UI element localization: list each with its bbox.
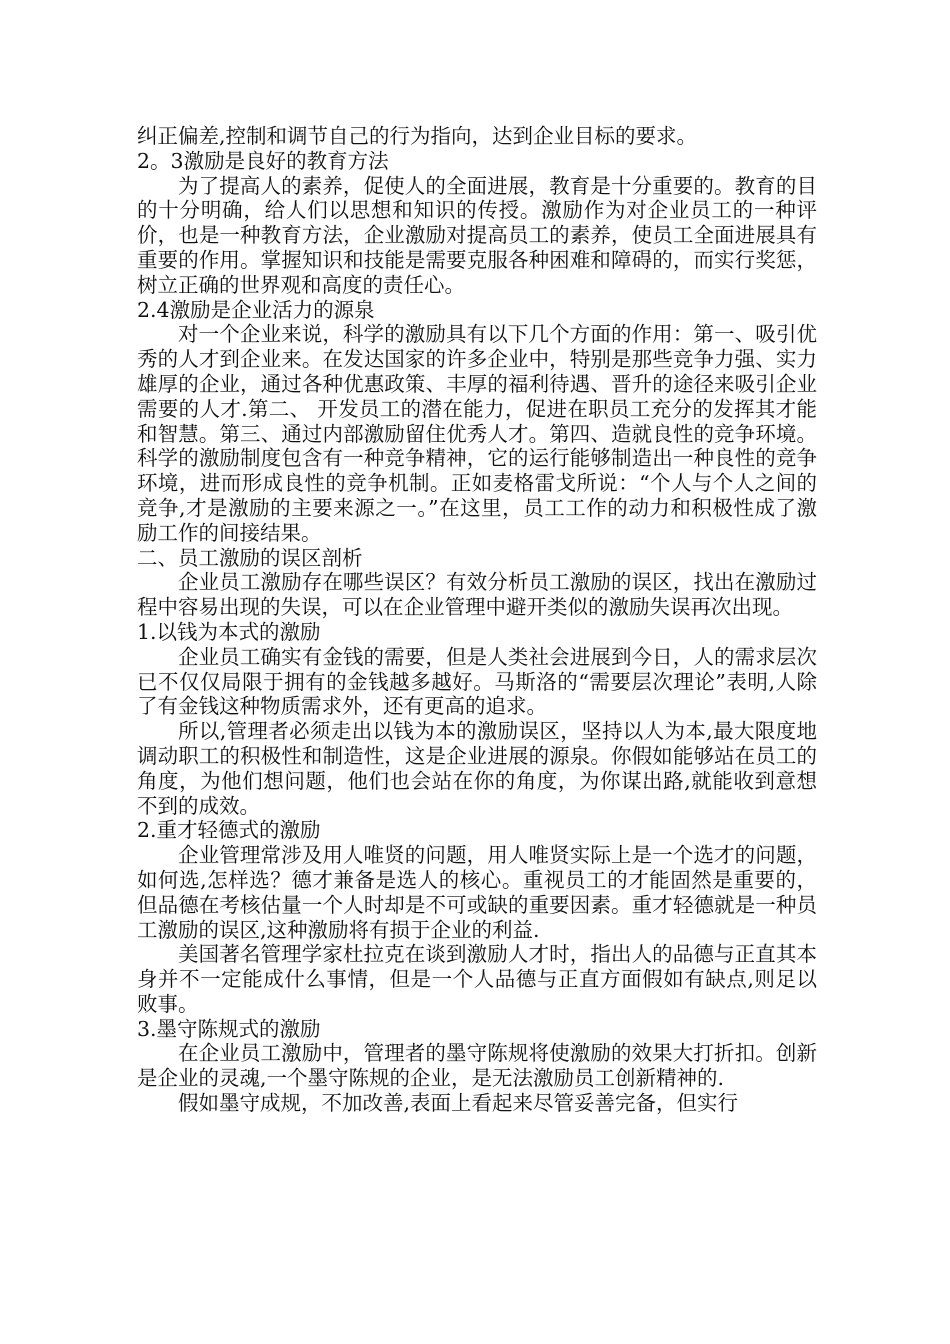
paragraph-rules-1: 在企业员工激励中，管理者的墨守陈规将使激励的效果大打折扣。创新是企业的灵魂,一个墨守陈规的企业，是无法激励员工创新精神的. xyxy=(137,1041,817,1091)
section-heading-part-2: 二、员工激励的误区剖析 xyxy=(137,545,363,570)
paragraph-talent-2: 美国著名管理学家杜拉克在谈到激励人才时，指出人的品德与正直其本身并不一定能成什么事情，但是一个人品德与正直方面假如有缺点,则足以败事。 xyxy=(137,942,817,1016)
section-heading-2-4: 2.4激励是企业活力的源泉 xyxy=(137,297,375,322)
paragraph-rules-2: 假如墨守成规，不加改善,表面上看起来尽管妥善完备，但实行 xyxy=(178,1091,739,1116)
paragraph-education: 为了提高人的素养，促使人的全面进展，教育是十分重要的。教育的目的十分明确，给人们以思想和知识的传授。激励作为对企业员工的一种评价，也是一种教育方法，企业激励对提高员工的素养，使员工全面进展具有重要的作用。掌握知识和技能是需要克服各种困难和障碍的，而实行奖惩，树立正确的世界观和高度的责任心。 xyxy=(137,173,817,297)
section-heading-1-money: 1.以钱为本式的激励 xyxy=(137,619,321,644)
document-page xyxy=(137,124,817,1116)
continuation-line: 纠正偏差,控制和调节自己的行为指向，达到企业目标的要求。 xyxy=(137,124,698,148)
paragraph-talent-1: 企业管理常涉及用人唯贤的问题，用人唯贤实际上是一个选才的问题，如何选,怎样选？德才兼备是选人的核心。重视员工的才能固然是重要的，但品德在考核估量一个人时却是不可或缺的重要因素。重才轻德就是一种员工激励的误区,这种激励将有损于企业的利益. xyxy=(137,843,817,942)
paragraph-money-2: 所以,管理者必须走出以钱为本的激励误区，坚持以人为本,最大限度地调动职工的积极性和制造性，这是企业进展的源泉。你假如能够站在员工的角度，为他们想问题，他们也会站在你的角度，为你谋出路,就能收到意想不到的成效。 xyxy=(137,719,817,818)
paragraph-money-1: 企业员工确实有金钱的需要，但是人类社会进展到今日，人的需求层次已不仅仅局限于拥有的金钱越多越好。马斯洛的“需要层次理论”表明,人除了有金钱这种物质需求外，还有更高的追求。 xyxy=(137,644,817,719)
paragraph-vitality: 对一个企业来说，科学的激励具有以下几个方面的作用：第一、吸引优秀的人才到企业来。在发达国家的许多企业中，特别是那些竞争力强、实力雄厚的企业，通过各种优惠政策、丰厚的福利待遇、晋升的途径来吸引企业需要的人才.第二、 开发员工的潜在能力，促进在职员工充分的发挥其才能和智慧。第三、通过内部激励留住优秀人才。第四、造就良性的竞争环境。科学的激励制度包含有一种竞争精神，它的运行能够制造出一种良性的竞争环境，进而形成良性的竞争机制。正如麦格雷戈所说：“个人与个人之间的竞争,才是激励的主要来源之一。”在这里，员工工作的动力和积极性成了激励工作的间接结果。 xyxy=(137,322,817,545)
paragraph-misconceptions-intro: 企业员工激励存在哪些误区？有效分析员工激励的误区，找出在激励过程中容易出现的失误，可以在企业管理中避开类似的激励失误再次出现。 xyxy=(137,570,817,620)
section-heading-3-rules: 3.墨守陈规式的激励 xyxy=(137,1016,321,1041)
section-heading-2-talent: 2.重才轻德式的激励 xyxy=(137,818,321,843)
section-heading-2-3: 2。3激励是良好的教育方法 xyxy=(137,148,389,173)
